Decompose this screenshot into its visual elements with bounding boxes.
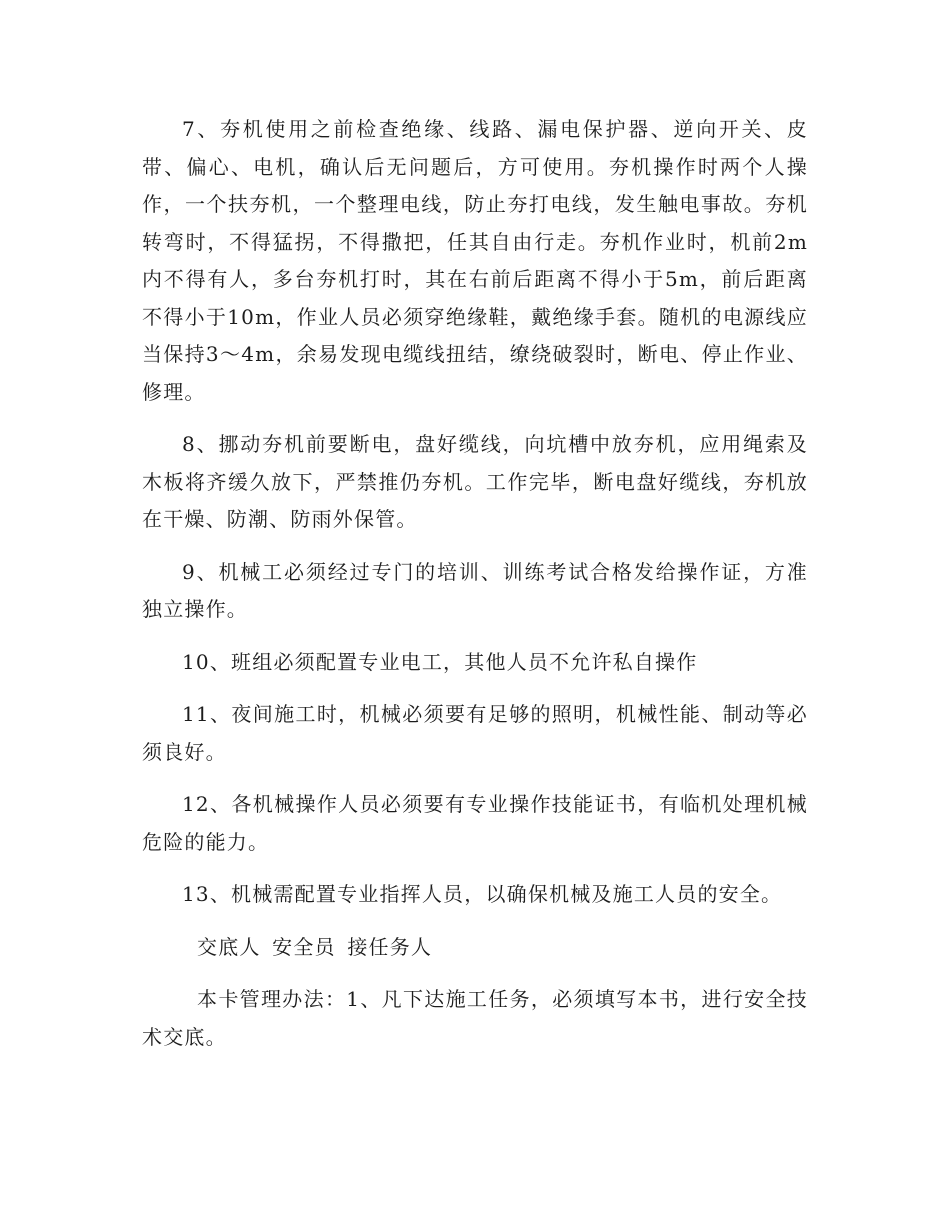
paragraph-item-13: 13、机械需配置专业指挥人员，以确保机械及施工人员的安全。	[182, 882, 783, 906]
paragraph-item-11: 11、夜间施工时，机械必须要有足够的照明，机械性能、制动等必须良好。	[142, 702, 808, 764]
management-note: 本卡管理办法：1、凡下达施工任务，必须填写本书，进行安全技术交底。	[142, 987, 808, 1049]
signature-line: 交底人 安全员 接任务人	[197, 934, 433, 959]
paragraph-item-12: 12、各机械操作人员必须要有专业操作技能证书，有临机处理机械危险的能力。	[142, 792, 808, 854]
paragraph-item-10: 10、班组必须配置专业电工，其他人员不允许私自操作	[182, 649, 698, 674]
paragraph-item-9: 9、机械工必须经过专门的培训、训练考试合格发给操作证，方准独立操作。	[142, 559, 808, 621]
paragraph-item-8: 8、挪动夯机前要断电，盘好缆线，向坑槽中放夯机，应用绳索及木板将齐缓久放下，严禁推仍夯机。工作完毕，断电盘好缆线，夯机放在干燥、防潮、防雨外保管。	[142, 432, 808, 531]
paragraph-item-7: 7、夯机使用之前检查绝缘、线路、漏电保护器、逆向开关、皮带、偏心、电机，确认后无问题后，方可使用。夯机操作时两个人操作，一个扶夯机，一个整理电线，防止夯打电线，发生触电事故。夯机转弯时，不得猛拐，不得撒把，任其自由行走。夯机作业时，机前2m内不得有人，多台夯机打时，其在右前后距离不得小于5m，前后距离不得小于10m，作业人员必须穿绝缘鞋，戴绝缘手套。随机的电源线应当保持3～4m，余易发现电缆线扭结，缭绕破裂时，断电、停止作业、修理。	[142, 117, 808, 404]
